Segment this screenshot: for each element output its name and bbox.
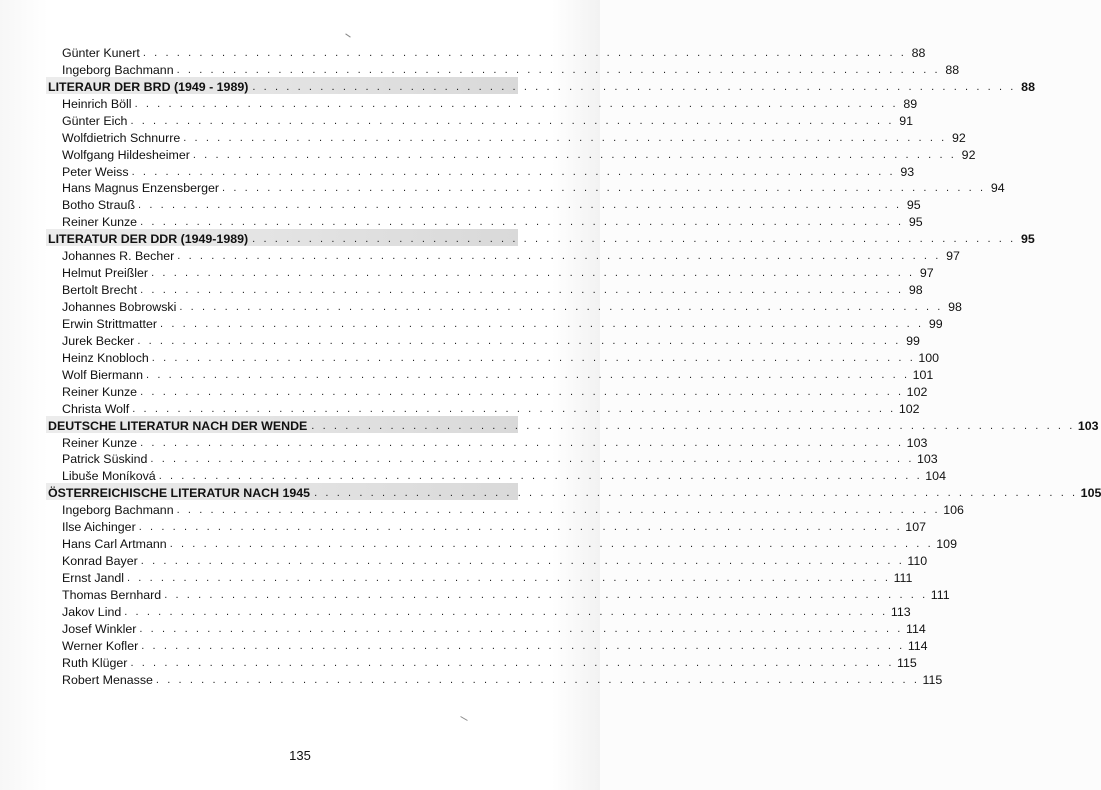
dot-leader: . . . . . . . . . . . . . . . . . . . . . . . . . . . . . . . . . . . . . . . . . . . . . . . . . . . . . . . . . . . . . . . . . . . . xyxy=(130,114,895,127)
toc-page-number: 114 xyxy=(905,621,926,636)
table-of-contents xyxy=(46,43,1101,687)
toc-title: Werner Kofler xyxy=(62,638,139,653)
toc-page-number: 109 xyxy=(936,537,957,552)
toc-title: Reiner Kunze xyxy=(62,435,138,450)
dot-leader: . . . . . . . . . . . . . . . . . . . . . . . . . . . . . . . . . . . . . . . . . . . . . . . . . . . . . . . . . . . . . . . . . . . . xyxy=(252,233,1016,246)
dot-leader: . . . . . . . . . . . . . . . . . . . . . . . . . . . . . . . . . . . . . . . . . . . . . . . . . . . . . . . . . . . . . . . . . . . . xyxy=(137,334,901,347)
toc-page-number: 88 xyxy=(945,62,960,77)
toc-section-heading xyxy=(46,229,1035,247)
dot-leader: . . . . . . . . . . . . . . . . . . . . . . . . . . . . . . . . . . . . . . . . . . . . . . . . . . . . . . . . . . . . . . . . . . . . xyxy=(140,284,904,297)
toc-title: Christa Wolf xyxy=(62,401,130,416)
toc-title: Ingeborg Bachmann xyxy=(62,62,174,77)
toc-title: Jurek Becker xyxy=(62,333,135,348)
toc-entry xyxy=(46,500,964,518)
page-number: 135 xyxy=(289,748,311,763)
toc-title: Jakov Lind xyxy=(62,604,122,619)
dot-leader: . . . . . . . . . . . . . . . . . . . . . . . . . . . . . . . . . . . . . . . . . . . . . . . . . . . . . . . . . . . . . . . . . . . . xyxy=(311,419,1075,432)
toc-entry xyxy=(46,636,928,653)
toc-page-number: 106 xyxy=(943,503,964,518)
toc-page-number: 92 xyxy=(952,130,966,145)
dot-leader: . . . . . . . . . . . . . . . . . . . . . . . . . . . . . . . . . . . . . . . . . . . . . . . . . . . . . . . . . . . . . . . . . . . . xyxy=(314,487,1078,500)
toc-entry xyxy=(46,263,934,281)
dot-leader: . . . . . . . . . . . . . . . . . . . . . . . . . . . . . . . . . . . . . . . . . . . . . . . . . . . . . . . . . . . . . . . . . . . . xyxy=(124,605,888,618)
toc-page-number: 111 xyxy=(893,571,913,585)
toc-entry xyxy=(46,314,943,331)
toc-page-number: 89 xyxy=(903,96,918,111)
dot-leader: . . . . . . . . . . . . . . . . . . . . . . . . . . . . . . . . . . . . . . . . . . . . . . . . . . . . . . . . . . . . . . . . . . . . xyxy=(192,148,957,161)
toc-page-number: 114 xyxy=(907,638,928,653)
dot-leader: . . . . . . . . . . . . . . . . . . . . . . . . . . . . . . . . . . . . . . . . . . . . . . . . . . . . . . . . . . . . . . . . . . . . xyxy=(160,317,924,330)
toc-page-number: 88 xyxy=(911,45,926,60)
toc-entry xyxy=(46,348,940,365)
toc-page-number: 95 xyxy=(906,198,921,213)
toc-entry xyxy=(46,653,917,670)
toc-page-number: 103 xyxy=(1077,418,1099,433)
toc-entry xyxy=(46,246,960,264)
toc-title: Libuše Moníková xyxy=(62,469,156,484)
toc-page-number: 101 xyxy=(912,367,934,382)
toc-page-number: 111 xyxy=(930,587,950,602)
toc-entry xyxy=(46,297,962,314)
toc-title: Ingeborg Bachmann xyxy=(62,503,174,518)
dot-leader: . . . . . . . . . . . . . . . . . . . . . . . . . . . . . . . . . . . . . . . . . . . . . . . . . . . . . . . . . . . . . . . . . . . . xyxy=(164,588,928,601)
dot-leader: . . . . . . . . . . . . . . . . . . . . . . . . . . . . . . . . . . . . . . . . . . . . . . . . . . . . . . . . . . . . . . . . . . . . xyxy=(142,46,907,59)
dot-leader: . . . . . . . . . . . . . . . . . . . . . . . . . . . . . . . . . . . . . . . . . . . . . . . . . . . . . . . . . . . . . . . . . . . . xyxy=(130,656,895,669)
dot-leader: . . . . . . . . . . . . . . . . . . . . . . . . . . . . . . . . . . . . . . . . . . . . . . . . . . . . . . . . . . . . . . . . . . . . xyxy=(126,572,891,584)
toc-entry xyxy=(46,128,966,145)
toc-entry xyxy=(46,162,915,179)
toc-page-number: 115 xyxy=(897,655,917,670)
toc-title: Johannes R. Becher xyxy=(62,249,175,264)
dot-leader: . . . . . . . . . . . . . . . . . . . . . . . . . . . . . . . . . . . . . . . . . . . . . . . . . . . . . . . . . . . . . . . . . . . . xyxy=(146,368,910,381)
toc-page-number: 104 xyxy=(925,469,946,484)
toc-page-number: 102 xyxy=(906,384,928,399)
toc-entry xyxy=(46,534,957,552)
toc-entry xyxy=(46,212,923,230)
dot-leader: . . . . . . . . . . . . . . . . . . . . . . . . . . . . . . . . . . . . . . . . . . . . . . . . . . . . . . . . . . . . . . . . . . . . xyxy=(151,267,915,280)
toc-page-number: 93 xyxy=(900,164,915,179)
toc-page-number: 102 xyxy=(898,401,920,416)
toc-page-number: 97 xyxy=(946,249,960,264)
toc-entry xyxy=(46,399,920,416)
toc-title: Wolf Biermann xyxy=(62,367,144,382)
toc-page-number: 92 xyxy=(961,147,976,162)
toc-title: Hans Carl Artmann xyxy=(62,537,167,552)
toc-entry xyxy=(46,466,946,484)
toc-entry xyxy=(46,331,920,348)
toc-section-heading xyxy=(46,416,1099,433)
dot-leader: . . . . . . . . . . . . . . . . . . . . . . . . . . . . . . . . . . . . . . . . . . . . . . . . . . . . . . . . . . . . . . . . . . . . xyxy=(151,351,916,364)
dot-leader: . . . . . . . . . . . . . . . . . . . . . . . . . . . . . . . . . . . . . . . . . . . . . . . . . . . . . . . . . . . . . . . . . . . . xyxy=(140,216,904,229)
toc-title: LITERATUR DER DDR (1949-1989) xyxy=(48,232,249,247)
toc-entry xyxy=(46,365,934,382)
dot-leader: . . . . . . . . . . . . . . . . . . . . . . . . . . . . . . . . . . . . . . . . . . . . . . . . . . . . . . . . . . . . . . . . . . . . xyxy=(177,250,941,263)
dot-leader: . . . . . . . . . . . . . . . . . . . . . . . . . . . . . . . . . . . . . . . . . . . . . . . . . . . . . . . . . . . . . . . . . . . . xyxy=(222,182,986,195)
toc-section-heading xyxy=(46,77,1035,94)
toc-page-number: 100 xyxy=(918,350,940,365)
toc-entry xyxy=(46,551,928,569)
toc-section-heading xyxy=(46,483,1101,501)
toc-entry xyxy=(46,60,960,77)
toc-page-number: 91 xyxy=(899,113,914,128)
toc-title: Helmut Preißler xyxy=(62,266,149,281)
toc-page-number: 103 xyxy=(917,452,938,467)
toc-page-number: 88 xyxy=(1021,79,1035,94)
toc-title: Hans Magnus Enzensberger xyxy=(62,181,220,196)
toc-title: LITERAUR DER BRD (1949 - 1989) xyxy=(48,79,249,94)
toc-entry xyxy=(46,145,976,162)
toc-page-number: 94 xyxy=(990,181,1005,196)
toc-title: Erwin Strittmatter xyxy=(62,316,158,331)
toc-title: Thomas Bernhard xyxy=(62,587,162,602)
toc-entry xyxy=(46,517,926,535)
toc-entry xyxy=(46,280,923,298)
toc-entry xyxy=(46,43,926,60)
dot-leader: . . . . . . . . . . . . . . . . . . . . . . . . . . . . . . . . . . . . . . . . . . . . . . . . . . . . . . . . . . . . . . . . . . . . xyxy=(141,639,905,652)
toc-entry xyxy=(46,450,938,467)
toc-title: Konrad Bayer xyxy=(62,554,138,569)
toc-title: Botho Strauß xyxy=(62,198,136,213)
toc-page-number: 98 xyxy=(908,283,923,298)
toc-entry xyxy=(46,179,1005,196)
toc-title: Heinrich Böll xyxy=(62,96,132,111)
toc-page-number: 110 xyxy=(907,554,928,569)
toc-page-number: 103 xyxy=(906,435,928,450)
scan-speck xyxy=(345,33,350,37)
toc-entry xyxy=(46,619,926,636)
toc-title: Josef Winkler xyxy=(62,621,137,636)
dot-leader: . . . . . . . . . . . . . . . . . . . . . . . . . . . . . . . . . . . . . . . . . . . . . . . . . . . . . . . . . . . . . . . . . . . . xyxy=(150,453,914,466)
toc-entry xyxy=(46,433,928,450)
dot-leader: . . . . . . . . . . . . . . . . . . . . . . . . . . . . . . . . . . . . . . . . . . . . . . . . . . . . . . . . . . . . . . . . . . . . xyxy=(139,622,903,635)
toc-page-number: 107 xyxy=(905,520,926,535)
dot-leader: . . . . . . . . . . . . . . . . . . . . . . . . . . . . . . . . . . . . . . . . . . . . . . . . . . . . . . . . . . . . . . . . . . . . xyxy=(132,402,896,415)
dot-leader: . . . . . . . . . . . . . . . . . . . . . . . . . . . . . . . . . . . . . . . . . . . . . . . . . . . . . . . . . . . . . . . . . . . . xyxy=(138,521,903,534)
toc-entry xyxy=(46,382,928,399)
toc-page-number: 95 xyxy=(908,215,923,230)
toc-entry xyxy=(46,585,950,602)
toc-title: Ruth Klüger xyxy=(62,655,128,670)
toc-title: Robert Menasse xyxy=(62,672,153,687)
toc-title: Bertolt Brecht xyxy=(62,283,138,298)
toc-entry xyxy=(46,670,943,687)
toc-title: ÖSTERREICHISCHE LITERATUR NACH 1945 xyxy=(48,486,311,501)
scan-speck xyxy=(460,716,467,721)
toc-title: Reiner Kunze xyxy=(62,384,138,399)
toc-page-number: 115 xyxy=(922,672,943,687)
toc-entry xyxy=(46,568,913,585)
toc-title: DEUTSCHE LITERATUR NACH DER WENDE xyxy=(48,418,308,433)
toc-page-number: 113 xyxy=(890,604,911,619)
toc-title: Ernst Jandl xyxy=(62,571,124,585)
toc-title: Reiner Kunze xyxy=(62,215,138,230)
toc-page-number: 99 xyxy=(906,333,920,348)
toc-title: Peter Weiss xyxy=(62,164,129,179)
dot-leader: . . . . . . . . . . . . . . . . . . . . . . . . . . . . . . . . . . . . . . . . . . . . . . . . . . . . . . . . . . . . . . . . . . . . xyxy=(140,555,905,568)
toc-page-number: 98 xyxy=(948,300,962,314)
dot-leader: . . . . . . . . . . . . . . . . . . . . . . . . . . . . . . . . . . . . . . . . . . . . . . . . . . . . . . . . . . . . . . . . . . . . xyxy=(140,385,904,398)
toc-title: Wolfgang Hildesheimer xyxy=(62,147,190,162)
toc-title: Patrick Süskind xyxy=(62,452,148,467)
dot-leader: . . . . . . . . . . . . . . . . . . . . . . . . . . . . . . . . . . . . . . . . . . . . . . . . . . . . . . . . . . . . . . . . . . . . xyxy=(252,80,1016,93)
toc-title: Wolfdietrich Schnurre xyxy=(62,130,181,145)
toc-entry xyxy=(46,111,914,128)
toc-page-number: 97 xyxy=(919,266,934,281)
toc-entry xyxy=(46,602,911,619)
dot-leader: . . . . . . . . . . . . . . . . . . . . . . . . . . . . . . . . . . . . . . . . . . . . . . . . . . . . . . . . . . . . . . . . . . . . xyxy=(169,538,934,551)
dot-leader: . . . . . . . . . . . . . . . . . . . . . . . . . . . . . . . . . . . . . . . . . . . . . . . . . . . . . . . . . . . . . . . . . . . . xyxy=(176,504,941,517)
toc-page-number: 95 xyxy=(1020,232,1035,247)
dot-leader: . . . . . . . . . . . . . . . . . . . . . . . . . . . . . . . . . . . . . . . . . . . . . . . . . . . . . . . . . . . . . . . . . . . . xyxy=(176,63,941,76)
dot-leader: . . . . . . . . . . . . . . . . . . . . . . . . . . . . . . . . . . . . . . . . . . . . . . . . . . . . . . . . . . . . . . . . . . . . xyxy=(179,301,943,313)
toc-title: Günter Eich xyxy=(62,113,128,128)
toc-title: Johannes Bobrowski xyxy=(62,300,177,314)
toc-page-number: 105 xyxy=(1080,486,1101,501)
dot-leader: . . . . . . . . . . . . . . . . . . . . . . . . . . . . . . . . . . . . . . . . . . . . . . . . . . . . . . . . . . . . . . . . . . . . xyxy=(140,436,904,449)
toc-page-number: 99 xyxy=(928,316,943,331)
toc-title: Günter Kunert xyxy=(62,45,140,60)
dot-leader: . . . . . . . . . . . . . . . . . . . . . . . . . . . . . . . . . . . . . . . . . . . . . . . . . . . . . . . . . . . . . . . . . . . . xyxy=(155,673,920,686)
toc-title: Heinz Knobloch xyxy=(62,350,149,365)
dot-leader: . . . . . . . . . . . . . . . . . . . . . . . . . . . . . . . . . . . . . . . . . . . . . . . . . . . . . . . . . . . . . . . . . . . . xyxy=(158,470,923,483)
dot-leader: . . . . . . . . . . . . . . . . . . . . . . . . . . . . . . . . . . . . . . . . . . . . . . . . . . . . . . . . . . . . . . . . . . . . xyxy=(183,131,947,144)
toc-entry xyxy=(46,195,921,213)
toc-title: Ilse Aichinger xyxy=(62,520,136,535)
dot-leader: . . . . . . . . . . . . . . . . . . . . . . . . . . . . . . . . . . . . . . . . . . . . . . . . . . . . . . . . . . . . . . . . . . . . xyxy=(138,199,902,212)
toc-entry xyxy=(46,94,918,111)
dot-leader: . . . . . . . . . . . . . . . . . . . . . . . . . . . . . . . . . . . . . . . . . . . . . . . . . . . . . . . . . . . . . . . . . . . . xyxy=(131,165,896,178)
dot-leader: . . . . . . . . . . . . . . . . . . . . . . . . . . . . . . . . . . . . . . . . . . . . . . . . . . . . . . . . . . . . . . . . . . . . xyxy=(134,97,899,110)
